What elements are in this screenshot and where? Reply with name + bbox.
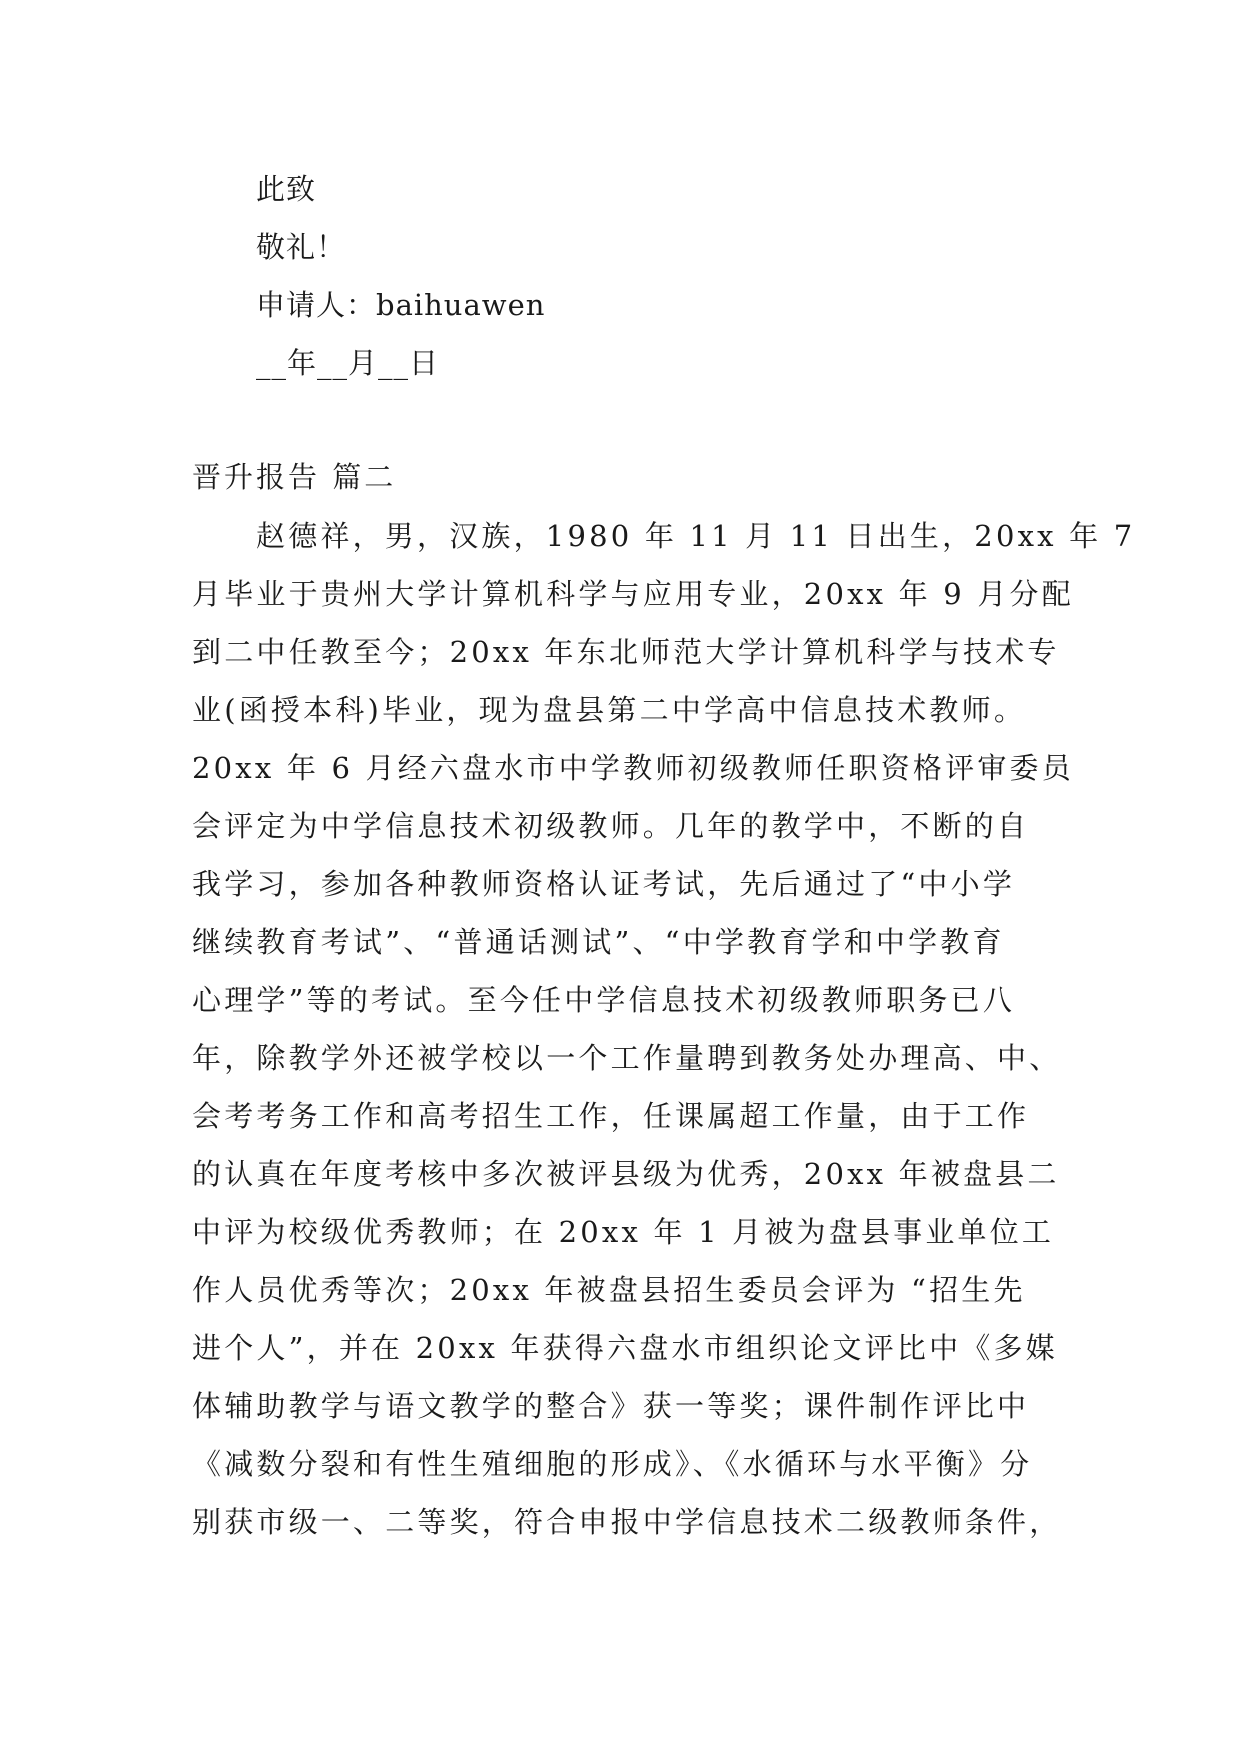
body-line: 作人员优秀等次；20xx 年被盘县招生委员会评为 “招生先 <box>192 1273 1026 1307</box>
body-line: 别获市级一、二等奖，符合申报中学信息技术二级教师条件， <box>192 1505 1062 1539</box>
body-line: 年，除教学外还被学校以一个工作量聘到教务处办理高、中、 <box>192 1041 1062 1075</box>
body-line: 《减数分裂和有性生殖细胞的形成》、《水循环与水平衡》分 <box>192 1447 1033 1481</box>
section-body <box>192 507 1136 1551</box>
body-line: 月毕业于贵州大学计算机科学与应用专业，20xx 年 9 月分配 <box>192 577 1074 611</box>
body-line: 心理学”等的考试。至今任中学信息技术初级教师职务已八 <box>192 983 1016 1017</box>
body-line: 继续教育考试”、“普通话测试”、“中学教育学和中学教育 <box>192 925 1005 959</box>
body-line: 20xx 年 6 月经六盘水市中学教师初级教师任职资格评审委员 <box>192 751 1074 785</box>
body-line: 会考考务工作和高考招生工作，任课属超工作量，由于工作 <box>192 1099 1030 1133</box>
date-line: __年__月__日 <box>256 346 440 380</box>
body-line: 赵德祥，男，汉族，1980 年 11 月 11 日出生，20xx 年 7 <box>256 519 1136 553</box>
body-line: 的认真在年度考核中多次被评县级为优秀，20xx 年被盘县二 <box>192 1157 1060 1191</box>
body-line: 会评定为中学信息技术初级教师。几年的教学中，不断的自 <box>192 809 1030 843</box>
body-line: 中评为校级优秀教师；在 20xx 年 1 月被为盘县事业单位工 <box>192 1215 1055 1249</box>
closing-regards: 敬礼！ <box>256 230 347 264</box>
body-line: 体辅助教学与语文教学的整合》获一等奖；课件制作评比中 <box>192 1389 1030 1423</box>
body-line: 业(函授本科)毕业，现为盘县第二中学高中信息技术教师。 <box>192 693 1027 727</box>
closing-salutation: 此致 <box>256 172 317 206</box>
applicant-signature: 申请人：baihuawen <box>256 288 546 322</box>
body-line: 我学习，参加各种教师资格认证考试，先后通过了“中小学 <box>192 867 1016 901</box>
body-line: 进个人”，并在 20xx 年获得六盘水市组织论文评比中《多媒 <box>192 1331 1058 1365</box>
letter-closing <box>256 160 545 392</box>
body-line: 到二中任教至今；20xx 年东北师范大学计算机科学与技术专 <box>192 635 1060 669</box>
section-title: 晋升报告 篇二 <box>192 460 397 494</box>
